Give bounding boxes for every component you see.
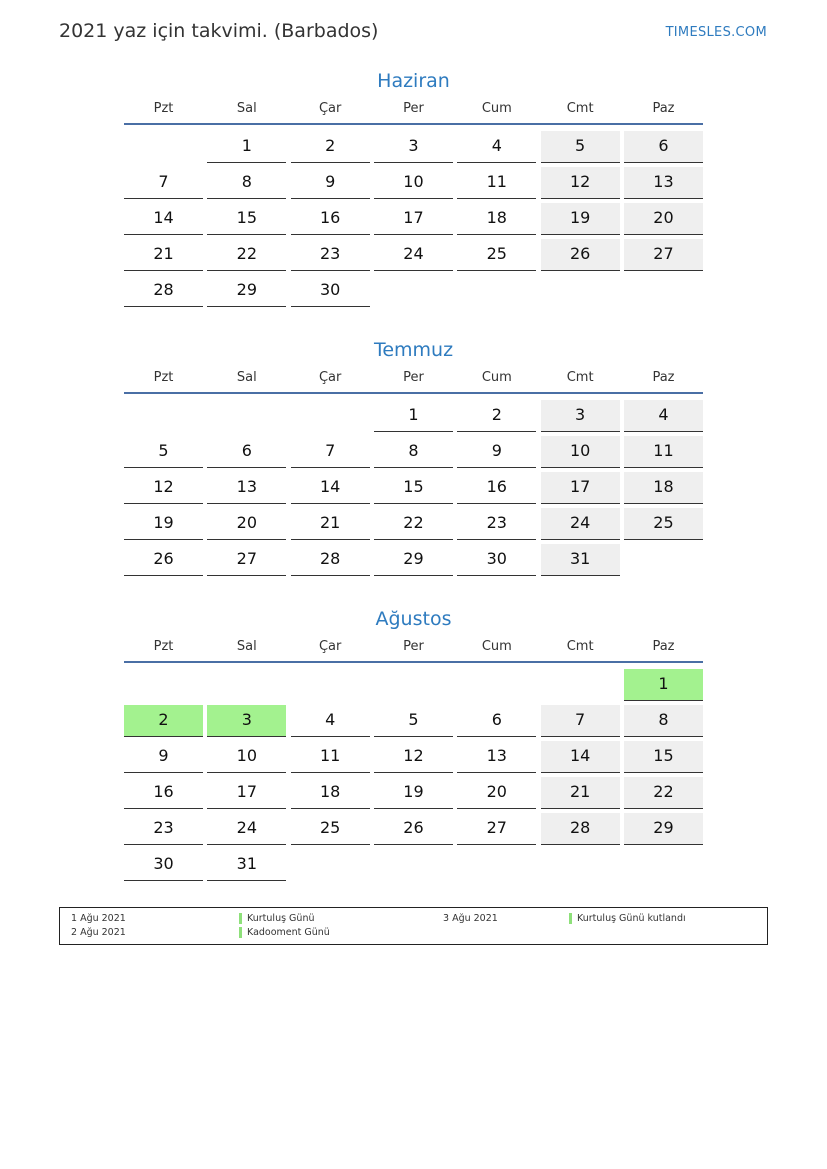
weekday-label: Pzt: [153, 370, 174, 385]
month-title: Temmuz: [373, 339, 454, 361]
holiday-marker: [239, 927, 242, 938]
weekday-label: Cmt: [566, 101, 594, 116]
empty-cell: [374, 275, 453, 307]
day-cell[interactable]: 6: [457, 705, 536, 737]
day-cell[interactable]: 1: [624, 669, 703, 701]
weeks-grid: [124, 398, 703, 578]
week-row: [124, 775, 703, 811]
day-cell[interactable]: 11: [291, 741, 370, 773]
day-cell[interactable]: 4: [291, 705, 370, 737]
day-cell[interactable]: 22: [207, 239, 286, 271]
day-cell[interactable]: 25: [457, 239, 536, 271]
day-cell[interactable]: 3: [207, 705, 286, 737]
day-cell[interactable]: 30: [124, 849, 203, 881]
weekday-label: Per: [403, 370, 424, 385]
weekday-label: Cum: [481, 639, 512, 654]
day-cell[interactable]: 26: [124, 544, 203, 576]
empty-cell: [457, 275, 536, 307]
day-cell[interactable]: 10: [374, 167, 453, 199]
day-cell[interactable]: 11: [624, 436, 703, 468]
week-row: [124, 506, 703, 542]
day-cell[interactable]: 11: [457, 167, 536, 199]
day-cell[interactable]: 27: [457, 813, 536, 845]
day-cell[interactable]: 2: [457, 400, 536, 432]
day-cell[interactable]: 18: [624, 472, 703, 504]
weekday-label: Paz: [652, 639, 675, 654]
weekday-header: [124, 99, 703, 125]
empty-cell: [124, 669, 203, 701]
empty-cell: [457, 669, 536, 701]
day-cell[interactable]: 16: [124, 777, 203, 809]
day-cell[interactable]: 21: [541, 777, 620, 809]
day-cell[interactable]: 8: [374, 436, 453, 468]
day-cell[interactable]: 20: [207, 508, 286, 540]
day-cell[interactable]: 10: [207, 741, 286, 773]
day-cell[interactable]: 24: [541, 508, 620, 540]
day-cell[interactable]: 9: [124, 741, 203, 773]
day-cell[interactable]: 18: [457, 203, 536, 235]
month-title: Ağustos: [375, 608, 452, 630]
legend-name: Kurtuluş Günü kutlandı: [577, 913, 686, 924]
legend-date: 2 Ağu 2021: [71, 927, 126, 938]
empty-cell: [124, 400, 203, 432]
weekday-label: Çar: [318, 639, 342, 654]
weekday-label: Per: [403, 639, 424, 654]
day-cell[interactable]: 9: [457, 436, 536, 468]
week-row: [124, 434, 703, 470]
day-cell[interactable]: 26: [541, 239, 620, 271]
legend-date: 1 Ağu 2021: [71, 913, 126, 924]
week-row: [124, 398, 703, 434]
empty-cell: [541, 275, 620, 307]
day-cell[interactable]: 6: [624, 131, 703, 163]
day-cell[interactable]: 29: [207, 275, 286, 307]
weekday-label: Per: [403, 101, 424, 116]
day-cell[interactable]: 28: [124, 275, 203, 307]
day-cell[interactable]: 19: [541, 203, 620, 235]
day-cell[interactable]: 4: [624, 400, 703, 432]
day-cell[interactable]: 16: [457, 472, 536, 504]
day-cell[interactable]: 23: [124, 813, 203, 845]
day-cell[interactable]: 18: [291, 777, 370, 809]
day-cell[interactable]: 20: [457, 777, 536, 809]
day-cell[interactable]: 27: [207, 544, 286, 576]
day-cell[interactable]: 13: [624, 167, 703, 199]
day-cell[interactable]: 2: [124, 705, 203, 737]
day-cell[interactable]: 9: [291, 167, 370, 199]
day-cell[interactable]: 12: [374, 741, 453, 773]
day-cell[interactable]: 12: [124, 472, 203, 504]
weekday-label: Cum: [481, 101, 512, 116]
day-cell[interactable]: 17: [207, 777, 286, 809]
weeks-grid: [124, 129, 703, 309]
day-cell[interactable]: 1: [207, 131, 286, 163]
day-cell[interactable]: 24: [207, 813, 286, 845]
weekday-label: Cmt: [566, 370, 594, 385]
weekday-header: [124, 637, 703, 663]
day-cell[interactable]: 17: [541, 472, 620, 504]
day-cell[interactable]: 6: [207, 436, 286, 468]
day-cell[interactable]: 2: [291, 131, 370, 163]
day-cell[interactable]: 21: [291, 508, 370, 540]
week-row: [124, 811, 703, 847]
day-cell[interactable]: 1: [374, 400, 453, 432]
day-cell[interactable]: 29: [374, 544, 453, 576]
month-june: [124, 69, 703, 309]
day-cell[interactable]: 14: [291, 472, 370, 504]
empty-cell: [541, 849, 620, 881]
empty-cell: [291, 849, 370, 881]
month-july: [124, 338, 703, 578]
weeks-grid: [124, 667, 703, 883]
day-cell[interactable]: 20: [624, 203, 703, 235]
day-cell[interactable]: 13: [457, 741, 536, 773]
day-cell[interactable]: 14: [541, 741, 620, 773]
day-cell[interactable]: 25: [291, 813, 370, 845]
day-cell[interactable]: 30: [457, 544, 536, 576]
day-cell[interactable]: 7: [124, 167, 203, 199]
day-cell[interactable]: 24: [374, 239, 453, 271]
empty-cell: [291, 669, 370, 701]
legend-name: Kadooment Günü: [247, 927, 330, 938]
holiday-marker: [239, 913, 242, 924]
day-cell[interactable]: 15: [207, 203, 286, 235]
day-cell[interactable]: 3: [541, 400, 620, 432]
weekday-label: Paz: [652, 370, 675, 385]
day-cell[interactable]: 25: [624, 508, 703, 540]
holiday-marker: [569, 913, 572, 924]
empty-cell: [624, 275, 703, 307]
day-cell[interactable]: 7: [541, 705, 620, 737]
empty-cell: [374, 849, 453, 881]
day-cell[interactable]: 22: [374, 508, 453, 540]
week-row: [124, 273, 703, 309]
week-row: [124, 129, 703, 165]
day-cell[interactable]: 22: [624, 777, 703, 809]
brand-link[interactable]: TIMESLES.COM: [665, 25, 767, 40]
day-cell[interactable]: 5: [374, 705, 453, 737]
day-cell[interactable]: 26: [374, 813, 453, 845]
weekday-label: Sal: [236, 639, 257, 654]
day-cell[interactable]: 17: [374, 203, 453, 235]
empty-cell: [207, 400, 286, 432]
week-row: [124, 470, 703, 506]
weekday-label: Cum: [481, 370, 512, 385]
holiday-legend: [59, 907, 768, 945]
empty-cell: [541, 669, 620, 701]
day-cell[interactable]: 8: [624, 705, 703, 737]
day-cell[interactable]: 14: [124, 203, 203, 235]
empty-cell: [457, 849, 536, 881]
weekday-label: Paz: [652, 101, 675, 116]
month-title: Haziran: [377, 70, 450, 92]
day-cell[interactable]: 8: [207, 167, 286, 199]
day-cell[interactable]: 30: [291, 275, 370, 307]
weekday-label: Çar: [318, 101, 342, 116]
week-row: [124, 703, 703, 739]
day-cell[interactable]: 7: [291, 436, 370, 468]
day-cell[interactable]: 29: [624, 813, 703, 845]
day-cell[interactable]: 5: [124, 436, 203, 468]
day-cell[interactable]: 31: [541, 544, 620, 576]
day-cell[interactable]: 21: [124, 239, 203, 271]
week-row: [124, 165, 703, 201]
legend-date: 3 Ağu 2021: [443, 913, 498, 924]
day-cell[interactable]: 31: [207, 849, 286, 881]
day-cell[interactable]: 4: [457, 131, 536, 163]
empty-cell: [124, 131, 203, 163]
weekday-label: Pzt: [153, 639, 174, 654]
weekday-label: Sal: [236, 370, 257, 385]
day-cell[interactable]: 28: [541, 813, 620, 845]
day-cell[interactable]: 3: [374, 131, 453, 163]
empty-cell: [291, 400, 370, 432]
day-cell[interactable]: 27: [624, 239, 703, 271]
weekday-header: [124, 368, 703, 394]
empty-cell: [624, 849, 703, 881]
week-row: [124, 667, 703, 703]
week-row: [124, 201, 703, 237]
day-cell[interactable]: 13: [207, 472, 286, 504]
day-cell[interactable]: 15: [374, 472, 453, 504]
empty-cell: [374, 669, 453, 701]
empty-cell: [624, 544, 703, 576]
day-cell[interactable]: 23: [291, 239, 370, 271]
day-cell[interactable]: 15: [624, 741, 703, 773]
weekday-label: Cmt: [566, 639, 594, 654]
week-row: [124, 237, 703, 273]
day-cell[interactable]: 28: [291, 544, 370, 576]
day-cell[interactable]: 12: [541, 167, 620, 199]
day-cell[interactable]: 19: [124, 508, 203, 540]
day-cell[interactable]: 16: [291, 203, 370, 235]
empty-cell: [207, 669, 286, 701]
weekday-label: Pzt: [153, 101, 174, 116]
day-cell[interactable]: 10: [541, 436, 620, 468]
week-row: [124, 542, 703, 578]
page-title: 2021 yaz için takvimi. (Barbados): [59, 20, 379, 42]
day-cell[interactable]: 23: [457, 508, 536, 540]
legend-name: Kurtuluş Günü: [247, 913, 315, 924]
weekday-label: Çar: [318, 370, 342, 385]
week-row: [124, 847, 703, 883]
month-august: [124, 607, 703, 883]
week-row: [124, 739, 703, 775]
day-cell[interactable]: 19: [374, 777, 453, 809]
weekday-label: Sal: [236, 101, 257, 116]
day-cell[interactable]: 5: [541, 131, 620, 163]
